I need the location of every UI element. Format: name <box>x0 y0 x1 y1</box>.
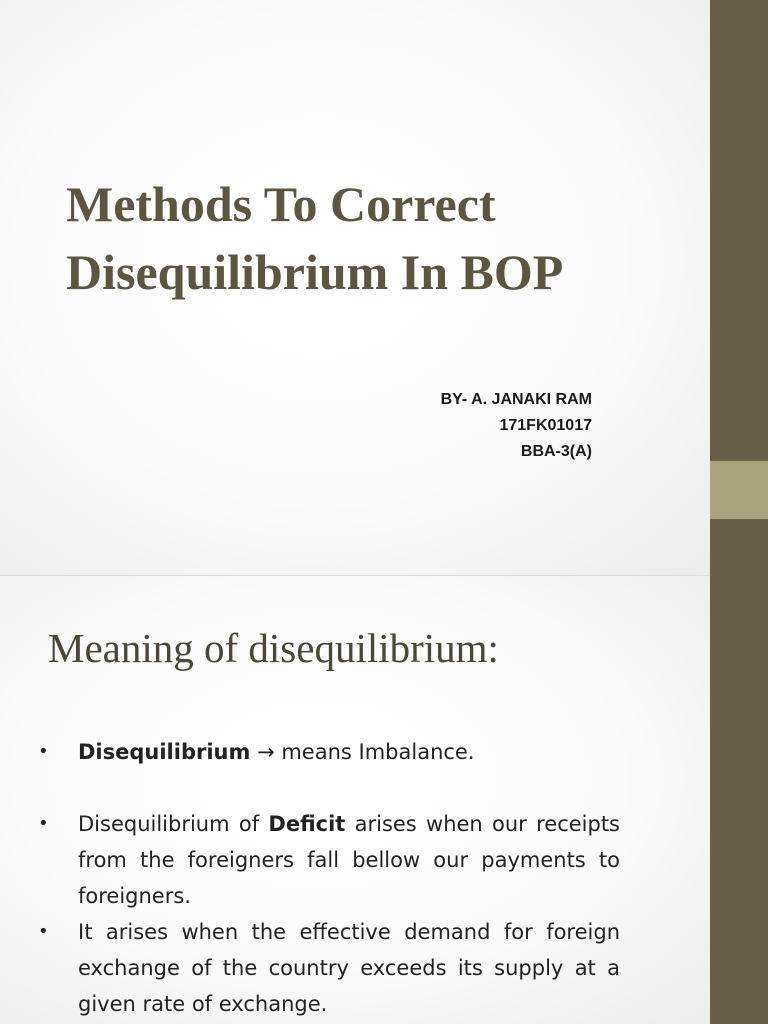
author-block <box>441 387 592 465</box>
bullet-list <box>38 734 620 1022</box>
slide-title-line-1: Methods To Correct <box>66 176 496 232</box>
sidebar-accent-block <box>710 461 768 519</box>
term-disequilibrium: Disequilibrium <box>78 740 251 764</box>
roll-number: 171FK01017 <box>499 417 592 434</box>
class-section: BBA-3(A) <box>520 443 592 460</box>
bullet-item-2 <box>38 806 620 914</box>
bullet-text-2-pre: Disequilibrium of <box>78 812 269 836</box>
term-deficit: Deficit <box>268 812 346 836</box>
bullet-icon: • <box>38 741 49 762</box>
bullet-icon: • <box>38 813 49 834</box>
bullet-text-1: means Imbalance. <box>274 740 475 764</box>
bullet-spacer <box>38 770 620 806</box>
bullet-item-1 <box>38 734 620 770</box>
arrow-icon: → <box>257 740 275 764</box>
bullet-text-2-post: arises when our receipts from the foreigners fall bellow our payments to foreigners. <box>78 812 620 908</box>
bullet-item-3 <box>38 914 620 1022</box>
author-name: BY- A. JANAKI RAM <box>440 391 592 408</box>
bullet-text-3: It arises when the effective demand for foreign exchange of the country exceeds its supply at a given rate of exchange. <box>78 920 620 1016</box>
bullet-icon: • <box>38 921 49 942</box>
slide-title-line-2: Disequilibrium In BOP <box>66 244 564 300</box>
slide-title <box>66 170 686 306</box>
content-slide <box>0 576 710 1024</box>
slide-heading: Meaning of disequilibrium: <box>48 625 499 671</box>
